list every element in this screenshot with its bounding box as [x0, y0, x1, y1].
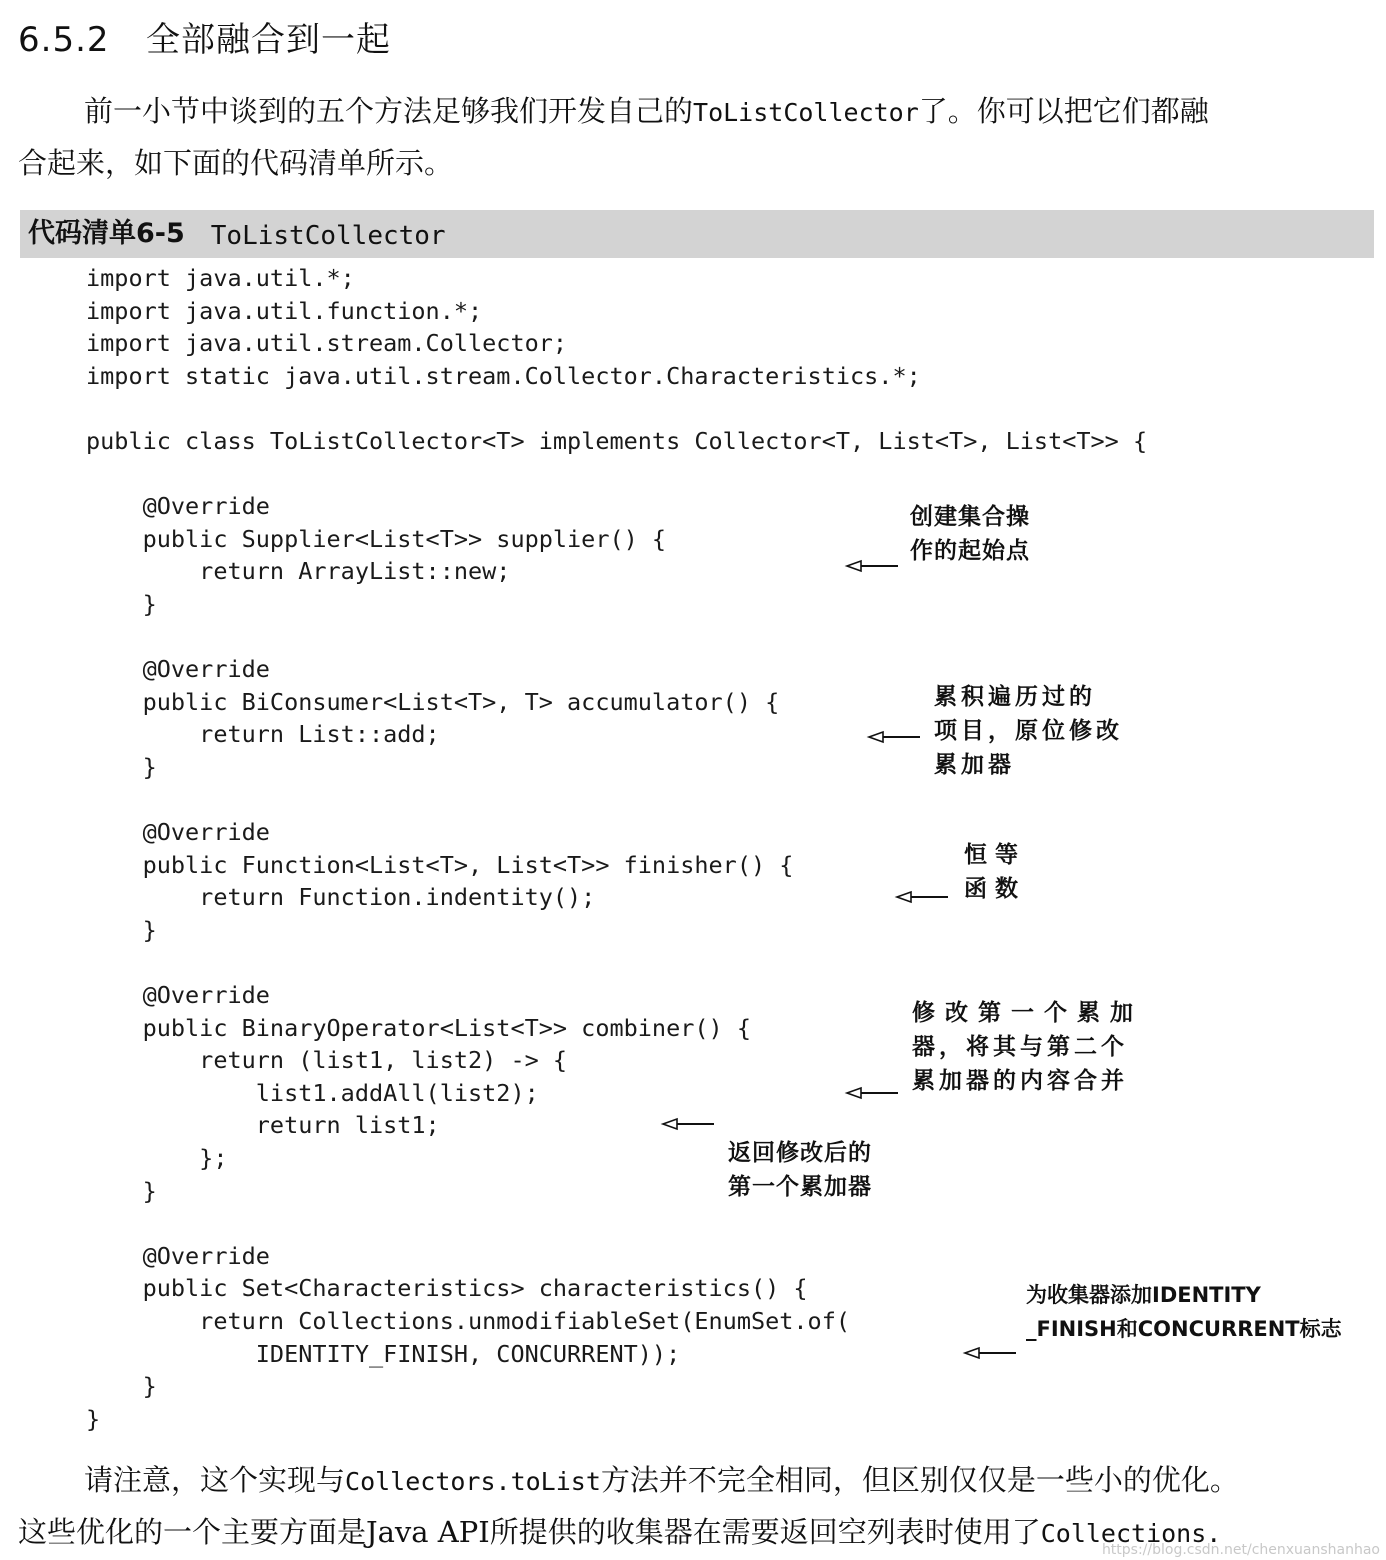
code-line: import java.util.*; [86, 264, 355, 292]
annotation-line: 累加器 [934, 752, 1015, 778]
code-line: } [86, 1404, 101, 1433]
code-line [86, 784, 1147, 817]
code-line [86, 458, 1147, 491]
annotation-line: 累积遍历过的 [934, 684, 1096, 710]
section-number: 6.5.2 [18, 20, 110, 60]
code-line: import static java.util.stream.Collector.Characteristics.*; [86, 361, 921, 390]
code-line: } [86, 589, 157, 618]
intro-code-tolistcollector: ToListCollector [693, 98, 919, 127]
intro-text-b: 了。你可以把它们都融 [918, 94, 1209, 128]
code-line: return List::add; [86, 720, 440, 749]
code-line: return Collections.unmodifiableSet(EnumSet.of( [86, 1307, 851, 1335]
annotation-line: 创建集合操 [910, 504, 1030, 530]
code-line: list1.addAll(list2); [86, 1078, 539, 1107]
arrow-left-icon [894, 887, 950, 907]
code-line: } [86, 1372, 157, 1401]
code-line [86, 946, 1147, 979]
arrow-left-icon [844, 1083, 900, 1103]
annotation-line: 返回修改后的 [728, 1140, 872, 1166]
code-line: } [86, 1176, 157, 1205]
listing-name: ToListCollector [210, 221, 446, 251]
outro-text-b: 方法并不完全相同，但区别仅仅是一些小的优化。 [600, 1463, 1239, 1497]
code-line: @Override [86, 818, 270, 847]
annotation-line: 第一个累加器 [728, 1174, 872, 1200]
code-line: return (list1, list2) -> { [86, 1046, 568, 1075]
annotation-line: 项目，原位修改 [934, 718, 1123, 744]
annotation-supplier [910, 500, 1030, 568]
intro-line-1 [18, 86, 1374, 138]
code-line: } [86, 752, 157, 781]
annotation-line: 为收集器添加IDENTITY [1026, 1283, 1261, 1307]
code-line: @Override [86, 981, 270, 1010]
code-line: }; [86, 1144, 228, 1173]
code-line: return list1; [86, 1111, 440, 1140]
watermark: https://blog.csdn.net/chenxuanshanhao [1101, 1542, 1380, 1558]
code-line: import java.util.stream.Collector; [86, 329, 568, 358]
listing-label: 代码清单6-5 [28, 218, 185, 249]
code-line: public BiConsumer<List<T>, T> accumulator() { [86, 687, 780, 716]
code-line: public class ToListCollector<T> implements Collector<T, List<T>, List<T>> { [86, 426, 1148, 455]
code-line [86, 1207, 1147, 1240]
arrow-left-icon [660, 1114, 716, 1134]
code-line: @Override [86, 1241, 270, 1270]
code-line: IDENTITY_FINISH, CONCURRENT)); [86, 1339, 681, 1368]
annotation-line: _FINISH和CONCURRENT标志 [1026, 1317, 1342, 1341]
arrow-left-icon [962, 1343, 1018, 1363]
annotation-line: 累加器的内容合并 [912, 1068, 1128, 1094]
outro-text-a: 请注意，这个实现与 [84, 1463, 346, 1497]
code-line [86, 621, 1147, 654]
outro-code-collections: Collections. [1040, 1519, 1222, 1548]
arrow-left-icon [866, 727, 922, 747]
section-heading [18, 12, 391, 61]
code-line: public Supplier<List<T>> supplier() { [86, 524, 667, 553]
annotation-line: 器，将其与第二个 [912, 1034, 1128, 1060]
annotation-line: 作的起始点 [910, 538, 1030, 564]
annotation-combiner [912, 996, 1143, 1098]
outro-text-c: 这些优化的一个主要方面是Java API所提供的收集器在需要返回空列表时使用了 [18, 1515, 1041, 1549]
annotation-line: 恒等 [964, 842, 1026, 868]
intro-text-a: 前一小节中谈到的五个方法足够我们开发自己的 [84, 94, 694, 128]
annotation-line: 函数 [964, 876, 1026, 902]
annotation-return-list [728, 1136, 872, 1204]
arrow-left-icon [844, 556, 900, 576]
code-line: public Set<Characteristics> characteristics() { [86, 1274, 808, 1303]
code-line: public BinaryOperator<List<T>> combiner() { [86, 1013, 751, 1042]
annotation-accumulator [934, 680, 1123, 782]
code-line [86, 392, 1147, 425]
intro-paragraph [18, 86, 1374, 188]
code-line: public Function<List<T>, List<T>> finisher() { [86, 850, 794, 879]
annotation-finisher [964, 838, 1026, 906]
listing-header [20, 210, 1374, 258]
code-line: import java.util.function.*; [86, 296, 483, 325]
intro-line-2: 合起来，如下面的代码清单所示。 [18, 146, 454, 180]
code-line: return ArrayList::new; [86, 557, 511, 586]
section-title: 全部融合到一起 [146, 20, 391, 60]
outro-code-collectors-tolist: Collectors.toList [345, 1467, 601, 1496]
code-line: @Override [86, 655, 270, 684]
annotation-characteristics [1026, 1278, 1342, 1346]
code-line: } [86, 915, 157, 944]
code-line: return Function.indentity(); [86, 883, 596, 912]
code-line: @Override [86, 492, 270, 521]
annotation-line: 修改第一个累加 [912, 1000, 1143, 1026]
outro-line-1 [18, 1455, 1374, 1507]
